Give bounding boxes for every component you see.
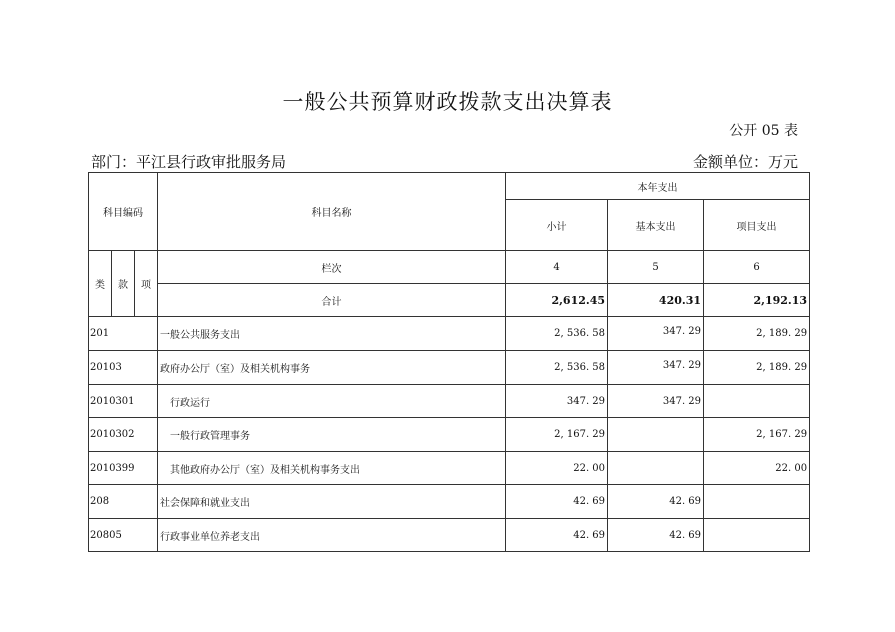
row-name: 社会保障和就业支出: [158, 485, 506, 519]
row-subtotal: 42. 69: [506, 519, 608, 552]
row-name: 一般行政管理事务: [158, 418, 506, 452]
row-subtotal: 2, 536. 58: [506, 317, 608, 351]
row-project: [704, 519, 810, 552]
total-subtotal: 2,612.45: [506, 284, 608, 317]
table-row: [89, 351, 810, 385]
row-name: 政府办公厅（室）及相关机构事务: [158, 351, 506, 385]
row-name: 行政事业单位养老支出: [158, 519, 506, 552]
column-index-subtotal: 4: [506, 251, 608, 284]
row-subtotal: 42. 69: [506, 485, 608, 519]
table-row: [89, 519, 810, 552]
header-basic: 基本支出: [608, 200, 704, 251]
table-row: [89, 385, 810, 418]
form-number: 公开 05 表: [729, 123, 798, 139]
row-subtotal: 347. 29: [506, 385, 608, 418]
row-code: 2010301: [89, 385, 158, 418]
row-subtotal: 22. 00: [506, 452, 608, 485]
department-label: 部门：平江县行政审批服务局: [91, 153, 287, 171]
header-name: 科目名称: [158, 173, 506, 251]
row-project: [704, 485, 810, 519]
row-code: 208: [89, 485, 158, 519]
total-basic: 420.31: [608, 284, 704, 317]
column-index-project: 6: [704, 251, 810, 284]
total-label: 合计: [158, 284, 506, 317]
row-basic: 42. 69: [608, 519, 704, 552]
row-name: 一般公共服务支出: [158, 317, 506, 351]
header-current-year: 本年支出: [506, 173, 810, 200]
row-project: 2, 189. 29: [704, 351, 810, 385]
row-basic: 347. 29: [608, 351, 704, 385]
row-basic: 42. 69: [608, 485, 704, 519]
total-project: 2,192.13: [704, 284, 810, 317]
header-kuan: 款: [112, 251, 135, 317]
header-code: 科目编码: [89, 173, 158, 251]
row-code: 201: [89, 317, 158, 351]
header-subtotal: 小计: [506, 200, 608, 251]
table-row: [89, 485, 810, 519]
row-subtotal: 2, 167. 29: [506, 418, 608, 452]
row-project: 22. 00: [704, 452, 810, 485]
page-title: 一般公共预算财政拨款支出决算表: [282, 90, 613, 114]
row-project: [704, 385, 810, 418]
expenditure-table: [88, 172, 810, 552]
row-code: 20805: [89, 519, 158, 552]
row-name: 其他政府办公厅（室）及相关机构事务支出: [158, 452, 506, 485]
row-code: 2010399: [89, 452, 158, 485]
header-xiang: 项: [135, 251, 158, 317]
header-lei: 类: [89, 251, 112, 317]
row-code: 20103: [89, 351, 158, 385]
table-row: [89, 317, 810, 351]
row-name: 行政运行: [158, 385, 506, 418]
table-row: [89, 418, 810, 452]
row-basic: [608, 452, 704, 485]
header-project: 项目支出: [704, 200, 810, 251]
column-index-basic: 5: [608, 251, 704, 284]
amount-unit-label: 金额单位：万元: [692, 153, 798, 171]
column-index-label: 栏次: [158, 251, 506, 284]
row-project: 2, 167. 29: [704, 418, 810, 452]
row-basic: 347. 29: [608, 317, 704, 351]
table-row: [89, 452, 810, 485]
row-subtotal: 2, 536. 58: [506, 351, 608, 385]
row-basic: 347. 29: [608, 385, 704, 418]
row-code: 2010302: [89, 418, 158, 452]
row-project: 2, 189. 29: [704, 317, 810, 351]
row-basic: [608, 418, 704, 452]
